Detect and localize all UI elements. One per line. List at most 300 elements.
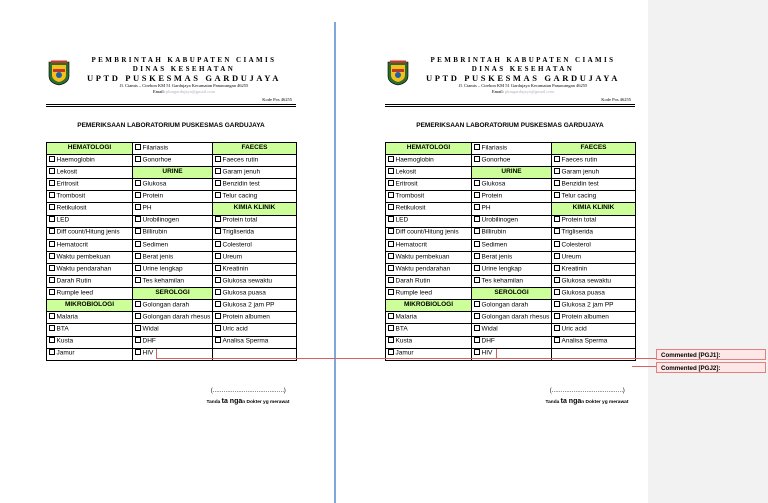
test-item [213, 191, 297, 203]
test-item [47, 179, 133, 191]
checkbox[interactable] [135, 337, 141, 343]
test-item [213, 179, 297, 191]
checkbox[interactable] [49, 204, 55, 210]
checkbox[interactable] [215, 216, 221, 222]
checkbox[interactable] [388, 192, 394, 198]
checkbox[interactable] [554, 192, 560, 198]
checkbox[interactable] [388, 204, 394, 210]
test-label: Darah Rutin [56, 277, 92, 285]
test-label: Telur cacing [561, 192, 597, 200]
ciamis-emblem-icon [387, 60, 409, 86]
checkbox[interactable] [554, 265, 560, 271]
section-header: MIKROBIOLOGI [47, 300, 133, 312]
section-header: HEMATOLOGI [47, 143, 133, 155]
table-row [386, 203, 636, 215]
letterhead-rule [46, 104, 296, 105]
test-label: Glukosa [481, 180, 506, 188]
letterhead-rule [385, 104, 635, 105]
test-label: Eritrosit [395, 180, 418, 188]
checkbox[interactable] [49, 265, 55, 271]
test-item [213, 227, 297, 239]
test-label: Diff count/Hitung jenis [56, 228, 120, 236]
checkbox[interactable] [215, 241, 221, 247]
checkbox[interactable] [474, 228, 480, 234]
test-label: LED [395, 216, 409, 224]
test-item [386, 312, 472, 324]
test-label: Benzidin test [222, 180, 260, 188]
test-label: Golongan darah rhesus [481, 313, 550, 321]
checkbox[interactable] [388, 253, 394, 259]
checkbox[interactable] [388, 180, 394, 186]
test-item [213, 276, 297, 288]
table-row [386, 227, 636, 239]
checkbox[interactable] [135, 228, 141, 234]
test-label: Filariasis [142, 144, 169, 152]
checkbox[interactable] [135, 325, 141, 331]
section-header: KIMIA KLINIK [213, 203, 297, 215]
checkbox[interactable] [135, 192, 141, 198]
test-label: Glukosa [142, 180, 167, 188]
checkbox[interactable] [474, 301, 480, 307]
test-item [386, 203, 472, 215]
test-item [472, 191, 552, 203]
letterhead-address: Jl. Ciamis – Cirebon KM 51 Gardujaya Kecamatan Panawangan 46255 [119, 83, 249, 88]
postal-code: Kode Pos 46255 [601, 97, 631, 102]
test-item [213, 324, 297, 336]
test-item [213, 239, 297, 251]
test-item [386, 239, 472, 251]
checkbox[interactable] [554, 253, 560, 259]
table-row [47, 312, 297, 324]
test-label: Uric acid [561, 325, 587, 333]
letterhead-rule [385, 106, 635, 107]
signature-caption: Tanda ta ngan Dokter yg merawat [545, 398, 629, 405]
test-item [472, 263, 552, 275]
checkbox[interactable] [554, 180, 560, 186]
test-label: Tes kehamilan [142, 277, 185, 285]
test-item [47, 227, 133, 239]
test-label: Tes kehamilan [481, 277, 524, 285]
checkbox[interactable] [215, 180, 221, 186]
test-label: Gonorhoe [142, 156, 172, 164]
test-item [47, 251, 133, 263]
test-item [213, 300, 297, 312]
test-item [472, 336, 552, 348]
test-label: Widal [142, 325, 159, 333]
test-label: PH [481, 204, 491, 212]
checkbox[interactable] [49, 168, 55, 174]
test-item [213, 215, 297, 227]
checkbox[interactable] [474, 216, 480, 222]
test-item [386, 324, 472, 336]
section-header: URINE [472, 167, 552, 179]
test-label: Rumple leed [395, 289, 432, 297]
test-label: Garam jenuh [561, 168, 600, 176]
checkbox[interactable] [474, 325, 480, 331]
test-label: Widal [481, 325, 498, 333]
test-item [133, 336, 213, 348]
checkbox[interactable] [215, 192, 221, 198]
test-label: Kreatinin [222, 265, 249, 273]
test-item [47, 312, 133, 324]
test-label: Analisa Sperma [561, 337, 608, 345]
signature-line: (…………………………………) [549, 388, 625, 394]
letterhead-unit: UPTD PUSKESMAS GARDUJAYA [425, 73, 620, 83]
checkbox[interactable] [474, 204, 480, 210]
checkbox[interactable] [215, 156, 221, 162]
letterhead-dept: DINAS KESEHATAN [132, 65, 236, 73]
checkbox[interactable] [554, 241, 560, 247]
test-label: Analisa Sperma [222, 337, 269, 345]
checkbox[interactable] [554, 277, 560, 283]
form-title: PEMERIKSAAN LABORATORIUM PUSKESMAS GARDUJAYA [77, 122, 265, 129]
table-row [47, 143, 297, 155]
test-label: Billirubin [481, 228, 507, 236]
table-row [47, 239, 297, 251]
checkbox[interactable] [215, 337, 221, 343]
checkbox[interactable] [135, 253, 141, 259]
test-item [386, 215, 472, 227]
checkbox[interactable] [49, 337, 55, 343]
test-label: Glukosa 2 jam PP [222, 301, 275, 309]
test-item [47, 239, 133, 251]
test-item [552, 276, 636, 288]
test-item [386, 179, 472, 191]
test-label: Kusta [395, 337, 413, 345]
document-page [385, 48, 635, 428]
test-item [133, 179, 213, 191]
section-header: HEMATOLOGI [386, 143, 472, 155]
checkbox[interactable] [49, 228, 55, 234]
test-item [552, 300, 636, 312]
checkbox[interactable] [474, 241, 480, 247]
checkbox[interactable] [135, 349, 141, 355]
checkbox[interactable] [474, 265, 480, 271]
comment-box[interactable]: Commented [PGJ1]: [656, 349, 766, 360]
test-item [47, 155, 133, 167]
checkbox[interactable] [135, 277, 141, 283]
checkbox[interactable] [215, 277, 221, 283]
checkbox[interactable] [388, 349, 394, 355]
checkbox[interactable] [554, 228, 560, 234]
checkbox[interactable] [215, 301, 221, 307]
test-label: Protein total [561, 216, 597, 224]
checkbox[interactable] [49, 253, 55, 259]
test-item [472, 203, 552, 215]
test-item [213, 288, 297, 300]
table-row [47, 191, 297, 203]
test-label: Trigliserida [561, 228, 594, 236]
letterhead [72, 56, 296, 95]
test-label: Berat jenis [481, 253, 513, 261]
checkbox[interactable] [388, 216, 394, 222]
test-label: Jamur [395, 349, 414, 357]
table-row [47, 155, 297, 167]
table-row [386, 288, 636, 300]
checkbox[interactable] [49, 156, 55, 162]
letterhead-email: Email: pkmgardujaya@gmail.com [152, 89, 216, 94]
test-item [386, 227, 472, 239]
test-label: Diff count/Hitung jenis [395, 228, 459, 236]
comment-anchor-line [632, 366, 656, 367]
test-item [213, 167, 297, 179]
test-label: Haemoglobin [395, 156, 434, 164]
table-row [47, 276, 297, 288]
checkbox[interactable] [388, 277, 394, 283]
checkbox[interactable] [474, 253, 480, 259]
test-label: Ureum [561, 253, 582, 261]
checkbox[interactable] [49, 277, 55, 283]
checkbox[interactable] [388, 265, 394, 271]
test-label: Lekosit [56, 168, 78, 176]
test-label: Uric acid [222, 325, 248, 333]
test-label: Protein albumen [561, 313, 609, 321]
checkbox[interactable] [215, 325, 221, 331]
checkbox[interactable] [215, 265, 221, 271]
letterhead-address: Jl. Ciamis – Cirebon KM 51 Gardujaya Kecamatan Panawangan 46255 [458, 83, 588, 88]
test-item [472, 276, 552, 288]
test-item [213, 336, 297, 348]
test-label: Eritrosit [56, 180, 79, 188]
test-item [386, 155, 472, 167]
checkbox[interactable] [388, 337, 394, 343]
test-label: Malaria [395, 313, 417, 321]
test-item [552, 155, 636, 167]
section-header: KIMIA KLINIK [552, 203, 636, 215]
test-item [386, 191, 472, 203]
letterhead-rule [46, 106, 296, 107]
letterhead-email: Email: pkmgardujaya@gmail.com [491, 89, 555, 94]
table-row [386, 167, 636, 179]
lab-test-table [385, 142, 636, 361]
checkbox[interactable] [49, 313, 55, 319]
checkbox[interactable] [135, 301, 141, 307]
checkbox[interactable] [49, 180, 55, 186]
test-item [472, 215, 552, 227]
test-item [47, 288, 133, 300]
table-row [386, 179, 636, 191]
test-item [552, 324, 636, 336]
test-label: Ureum [222, 253, 243, 261]
test-label: Hematocrit [395, 241, 427, 249]
test-label: Urine lengkap [481, 265, 522, 273]
table-row [386, 251, 636, 263]
checkbox[interactable] [474, 144, 480, 150]
checkbox[interactable] [388, 313, 394, 319]
test-item [552, 191, 636, 203]
checkbox[interactable] [554, 168, 560, 174]
test-item [133, 239, 213, 251]
checkbox[interactable] [49, 289, 55, 295]
test-item [472, 312, 552, 324]
checkbox[interactable] [215, 168, 221, 174]
test-item [386, 336, 472, 348]
test-label: Kusta [56, 337, 74, 345]
test-label: Waktu pendarahan [56, 265, 112, 273]
checkbox[interactable] [474, 277, 480, 283]
test-item [472, 143, 552, 155]
comment-anchor-line [156, 349, 157, 359]
checkbox[interactable] [49, 325, 55, 331]
table-row [47, 288, 297, 300]
test-item [47, 167, 133, 179]
comment-box[interactable]: Commented [PGJ2]: [656, 362, 766, 373]
test-label: Glukosa sewaktu [561, 277, 611, 285]
checkbox[interactable] [135, 241, 141, 247]
checkbox[interactable] [474, 313, 480, 319]
test-item [47, 215, 133, 227]
test-label: Retikulosit [56, 204, 87, 212]
checkbox[interactable] [474, 349, 480, 355]
test-label: Trombosit [395, 192, 425, 200]
test-label: Urine lengkap [142, 265, 183, 273]
signature-block [542, 388, 632, 405]
checkbox[interactable] [388, 156, 394, 162]
test-label: Malaria [56, 313, 78, 321]
test-item [133, 215, 213, 227]
table-row [47, 263, 297, 275]
test-item [213, 263, 297, 275]
checkbox[interactable] [554, 337, 560, 343]
checkbox[interactable] [554, 313, 560, 319]
test-label: HIV [142, 349, 154, 357]
table-row [386, 324, 636, 336]
test-item [133, 155, 213, 167]
checkbox[interactable] [135, 156, 141, 162]
checkbox[interactable] [554, 301, 560, 307]
test-label: Lekosit [395, 168, 417, 176]
lab-test-table [46, 142, 297, 361]
letterhead-gov: PEMBRINTAH KABUPATEN CIAMIS [91, 56, 277, 64]
test-item [472, 300, 552, 312]
test-label: PH [142, 204, 152, 212]
test-label: Golongan darah rhesus [142, 313, 211, 321]
checkbox[interactable] [388, 168, 394, 174]
table-row [386, 215, 636, 227]
checkbox[interactable] [554, 289, 560, 295]
test-item [472, 227, 552, 239]
test-label: Rumple leed [56, 289, 93, 297]
checkbox[interactable] [388, 289, 394, 295]
letterhead-gov: PEMBRINTAH KABUPATEN CIAMIS [430, 56, 616, 64]
test-item [552, 312, 636, 324]
test-label: Filariasis [481, 144, 508, 152]
document-page [46, 48, 296, 428]
table-row [47, 251, 297, 263]
table-row [386, 239, 636, 251]
section-header: SEROLOGI [472, 288, 552, 300]
test-item [47, 324, 133, 336]
test-label: Golongan darah [142, 301, 190, 309]
comment-anchor-line [496, 349, 497, 359]
test-item [386, 288, 472, 300]
checkbox[interactable] [388, 228, 394, 234]
table-row [47, 203, 297, 215]
checkbox[interactable] [49, 216, 55, 222]
letterhead [411, 56, 635, 95]
checkbox[interactable] [474, 180, 480, 186]
test-label: Billirubin [142, 228, 168, 236]
table-row [47, 300, 297, 312]
test-label: Garam jenuh [222, 168, 261, 176]
table-row [47, 227, 297, 239]
test-item [552, 288, 636, 300]
checkbox[interactable] [135, 216, 141, 222]
test-label: LED [56, 216, 70, 224]
test-item [472, 324, 552, 336]
checkbox[interactable] [554, 156, 560, 162]
test-item [472, 155, 552, 167]
checkbox[interactable] [215, 289, 221, 295]
letterhead-dept: DINAS KESEHATAN [471, 65, 575, 73]
form-title: PEMERIKSAAN LABORATORIUM PUSKESMAS GARDUJAYA [416, 122, 604, 129]
checkbox[interactable] [49, 241, 55, 247]
test-item [133, 227, 213, 239]
table-row [386, 312, 636, 324]
checkbox[interactable] [474, 192, 480, 198]
checkbox[interactable] [135, 313, 141, 319]
test-label: Berat jenis [142, 253, 174, 261]
test-label: Sedimen [142, 241, 169, 249]
table-row [47, 336, 297, 348]
test-label: Retikulosit [395, 204, 426, 212]
test-label: Telur cacing [222, 192, 258, 200]
checkbox[interactable] [554, 325, 560, 331]
signature-line: (…………………………………) [210, 388, 286, 394]
test-item [133, 191, 213, 203]
test-item [133, 276, 213, 288]
checkbox[interactable] [388, 241, 394, 247]
table-row [386, 143, 636, 155]
checkbox[interactable] [554, 216, 560, 222]
test-item [47, 336, 133, 348]
letterhead-unit: UPTD PUSKESMAS GARDUJAYA [86, 73, 281, 83]
test-label: Faeces rutin [222, 156, 259, 164]
test-label: Faeces rutin [561, 156, 598, 164]
checkbox[interactable] [474, 156, 480, 162]
checkbox[interactable] [49, 192, 55, 198]
checkbox[interactable] [215, 228, 221, 234]
checkbox[interactable] [135, 265, 141, 271]
checkbox[interactable] [49, 349, 55, 355]
test-item [47, 263, 133, 275]
test-label: Benzidin test [561, 180, 599, 188]
test-item [552, 251, 636, 263]
checkbox[interactable] [135, 144, 141, 150]
test-label: Haemoglobin [56, 156, 95, 164]
test-label: Jamur [56, 349, 75, 357]
signature-caption: Tanda ta ngan Dokter yg merawat [206, 398, 290, 405]
checkbox[interactable] [388, 325, 394, 331]
checkbox[interactable] [135, 180, 141, 186]
table-row [386, 300, 636, 312]
test-label: Protein albumen [222, 313, 270, 321]
test-item [213, 155, 297, 167]
test-label: Hematocrit [56, 241, 88, 249]
test-item [133, 251, 213, 263]
test-label: Darah Rutin [395, 277, 431, 285]
checkbox[interactable] [215, 313, 221, 319]
test-item [552, 179, 636, 191]
test-label: Glukosa sewaktu [222, 277, 272, 285]
checkbox[interactable] [215, 253, 221, 259]
page-divider [334, 22, 336, 503]
test-item [47, 203, 133, 215]
checkbox[interactable] [474, 337, 480, 343]
test-label: Glukosa 2 jam PP [561, 301, 614, 309]
test-label: Protein total [222, 216, 258, 224]
checkbox[interactable] [135, 204, 141, 210]
